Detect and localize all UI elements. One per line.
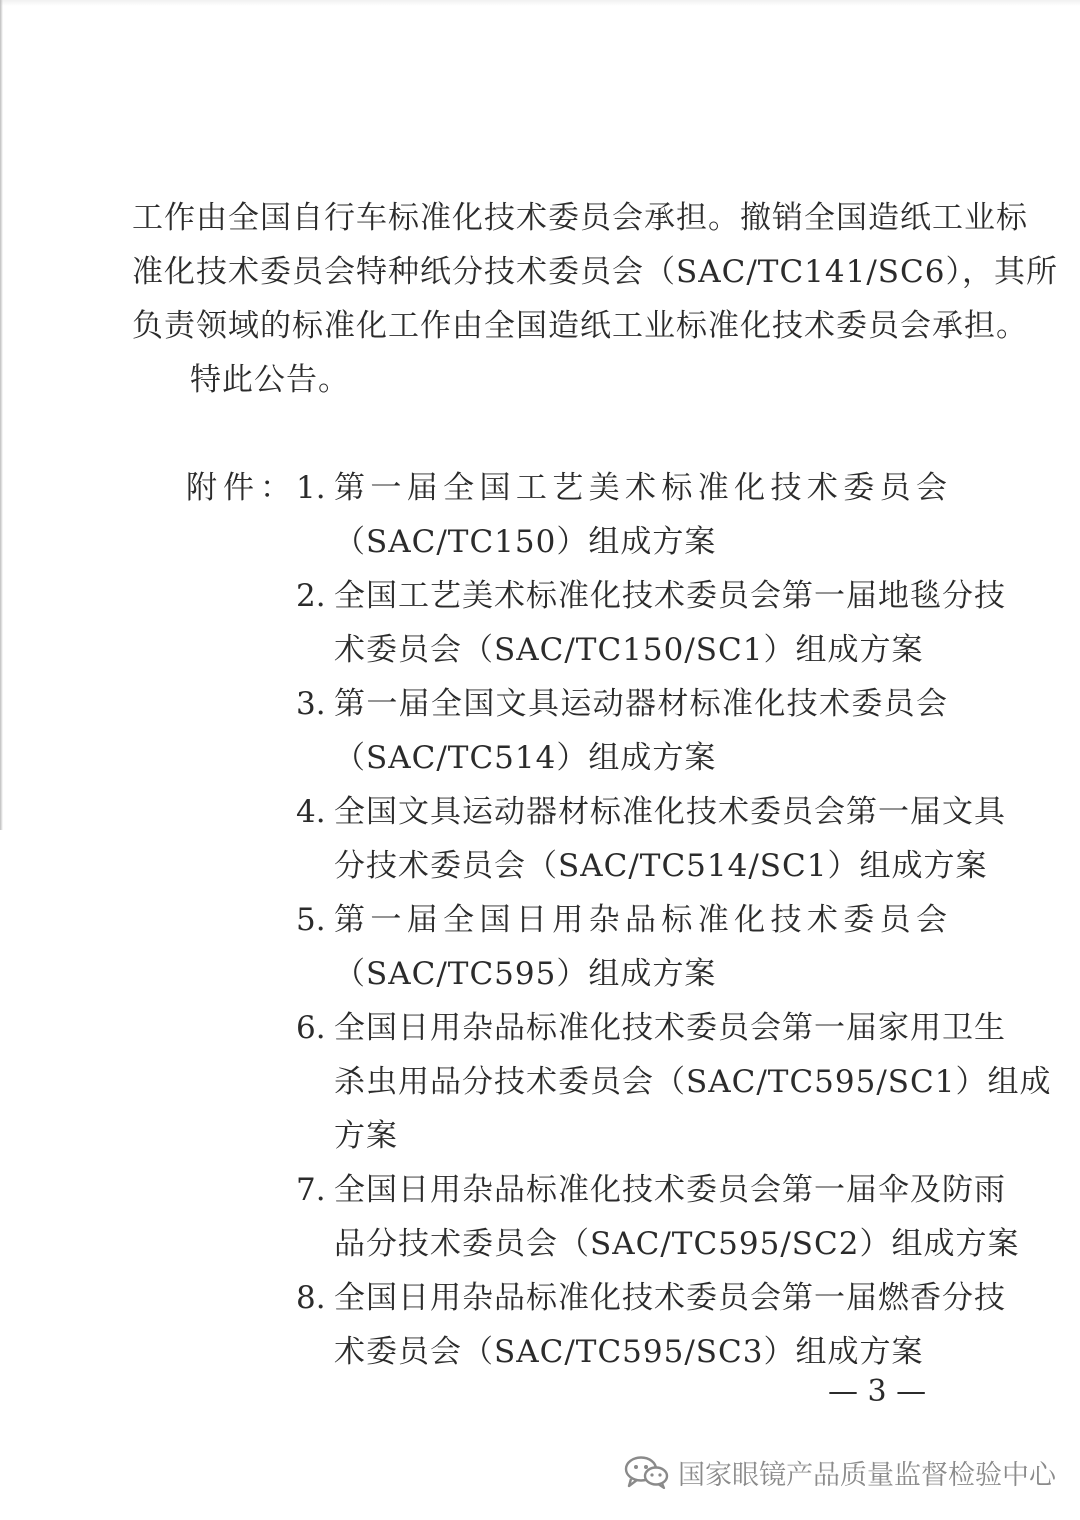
attachment-6-line-1: 全国日用杂品标准化技术委员会第一届家用卫生 [334,1010,1006,1046]
attachment-6-line-3: 方案 [334,1118,398,1154]
attachment-number-6: 6. [296,1010,326,1046]
body-line-1: 工作由全国自行车标准化技术委员会承担。撤销全国造纸工业标 [132,200,1028,236]
attachment-number-2: 2. [296,578,326,614]
body-line-2: 准化技术委员会特种纸分技术委员会（SAC/TC141/SC6），其所 [132,254,1058,290]
attachment-4-line-1: 全国文具运动器材标准化技术委员会第一届文具 [334,794,1006,830]
attachment-3-line-2: （SAC/TC514）组成方案 [334,740,717,776]
attachment-number-3: 3. [296,686,326,722]
attachment-4-line-2: 分技术委员会（SAC/TC514/SC1）组成方案 [334,848,988,884]
attachment-8-line-1: 全国日用杂品标准化技术委员会第一届燃香分技 [334,1280,1006,1316]
attachment-5-line-1: 第一届全国日用杂品标准化技术委员会 [334,902,948,938]
watermark-text: 国家眼镜产品质量监督检验中心 [678,1459,1056,1491]
scan-left-edge [0,0,3,830]
scan-top-shadow [0,0,1080,6]
closing-text: 特此公告。 [190,362,350,398]
wechat-icon [622,1455,670,1489]
attachment-number-7: 7. [296,1172,326,1208]
attachment-number-8: 8. [296,1280,326,1316]
attachment-7-line-2: 品分技术委员会（SAC/TC595/SC2）组成方案 [334,1226,1020,1262]
attachment-1-line-1: 第一届全国工艺美术标准化技术委员会 [334,470,948,506]
attachment-2-line-1: 全国工艺美术标准化技术委员会第一届地毯分技 [334,578,1006,614]
attachment-3-line-1: 第一届全国文具运动器材标准化技术委员会 [334,686,948,722]
wechat-watermark [622,1454,1056,1490]
attachments-label: 附件： [186,470,297,506]
attachment-6-line-2: 杀虫用品分技术委员会（SAC/TC595/SC1）组成 [334,1064,1052,1100]
attachment-number-4: 4. [296,794,326,830]
attachment-8-line-2: 术委员会（SAC/TC595/SC3）组成方案 [334,1334,924,1370]
body-line-3: 负责领域的标准化工作由全国造纸工业标准化技术委员会承担。 [132,308,1028,344]
attachment-7-line-1: 全国日用杂品标准化技术委员会第一届伞及防雨 [334,1172,1006,1208]
attachment-number-5: 5. [296,902,326,938]
page-number: — 3 — [828,1374,927,1409]
attachment-1-line-2: （SAC/TC150）组成方案 [334,524,717,560]
attachment-2-line-2: 术委员会（SAC/TC150/SC1）组成方案 [334,632,924,668]
attachment-number-1: 1. [296,470,326,506]
attachment-5-line-2: （SAC/TC595）组成方案 [334,956,717,992]
